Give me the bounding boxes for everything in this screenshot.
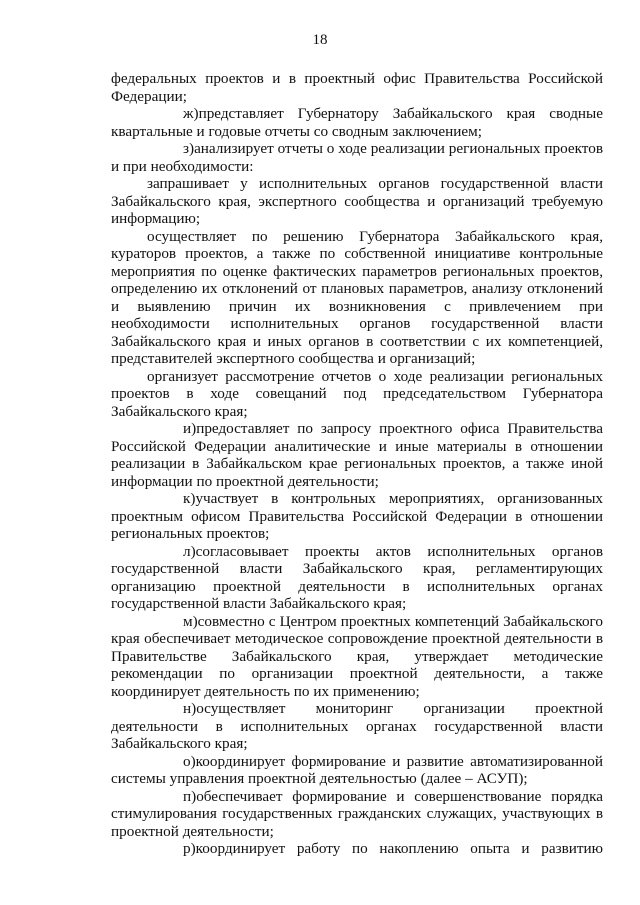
list-marker: з) (183, 140, 195, 157)
list-item-k (111, 490, 603, 543)
paragraph-text: осуществляет мониторинг организации проектной деятельности в исполнительных органах государственной власти Забайкальского края; (111, 700, 603, 752)
list-marker: л) (183, 542, 196, 560)
paragraph-text: координирует работу по накоплению опыта и развитию (195, 840, 603, 857)
paragraph-text: осуществляет по решению Губернатора Забайкальского края, кураторов проектов, а также по собственной инициативе контрольные мероприятия по оценке фактических параметров региональных проектов, определению их отклонений от плановых параметров, анализу отклонений и выявлению причин их возникновения с привлечением при необходимости исполнительных органов государственной власти Забайкальского края и иных органов в соответствии с их компетенцией, представителей экспертного сообщества и организаций; (111, 227, 603, 367)
paragraph-text: анализирует отчеты о ходе реализации региональных проектов и при необходимости: (111, 140, 603, 175)
list-item-p (111, 788, 603, 841)
paragraph-text: обеспечивает формирование и совершенствование порядка стимулирования государственных гражданских служащих, участвующих в проектной деятельности; (111, 787, 603, 840)
list-item-m (111, 613, 603, 701)
page-number: 18 (312, 32, 328, 48)
paragraph-text: представляет Губернатору Забайкальского края сводные квартальные и годовые отчеты со сводным заключением; (111, 105, 603, 140)
paragraph-text: организует рассмотрение отчетов о ходе реализации региональных проектов в ходе совещаний под председательством Губернатора Забайкальского края; (111, 367, 603, 420)
paragraph-text: федеральных проектов и в проектный офис Правительства Российской Федерации; (111, 70, 603, 105)
list-item-i (111, 420, 603, 490)
list-item-n (111, 700, 603, 753)
paragraph-text: запрашивает у исполнительных органов государственной власти Забайкальского края, экспертного сообщества и организаций требуемую информацию; (111, 175, 603, 227)
sub-item-control (111, 228, 603, 368)
paragraph-text: координирует формирование и развитие автоматизированной системы управления проектной деятельностью (далее – АСУП); (111, 752, 603, 787)
sub-item-review (111, 368, 603, 421)
paragraph-text: предоставляет по запросу проектного офиса Правительства Российской Федерации аналитические и иные материалы в отношении реализации в Забайкальском крае региональных проектов, а также иной информации по проектной деятельности; (111, 420, 603, 490)
list-marker: к) (183, 490, 196, 507)
list-marker: о) (183, 752, 196, 770)
list-marker: н) (183, 700, 197, 717)
list-item-z (111, 140, 603, 175)
paragraph-text: согласовывает проекты актов исполнительных органов государственной власти Забайкальского края, регламентирующих организацию проектной деятельности в исполнительных органах государственной власти Забайкальского края; (111, 542, 603, 612)
list-marker: м) (183, 612, 198, 630)
list-item-zh (111, 105, 603, 140)
list-marker: п) (183, 787, 197, 805)
list-item-r (111, 840, 603, 858)
list-marker: р) (183, 840, 196, 857)
list-item-o (111, 753, 603, 788)
document-body (111, 70, 603, 858)
paragraph-text: совместно с Центром проектных компетенций Забайкальского края обеспечивает методическое сопровождение проектной деятельности в Правительстве Забайкальского края, утверждает методические рекомендации по организации проектной деятельности, а также координирует деятельность по их применению; (111, 612, 603, 700)
paragraph-continuation (111, 70, 603, 105)
list-marker: и) (183, 420, 197, 437)
sub-item-request (111, 175, 603, 228)
list-item-l (111, 543, 603, 613)
paragraph-text: участвует в контрольных мероприятиях, организованных проектным офисом Правительства Российской Федерации в отношении региональных проектов; (111, 490, 603, 542)
list-marker: ж) (183, 105, 199, 122)
